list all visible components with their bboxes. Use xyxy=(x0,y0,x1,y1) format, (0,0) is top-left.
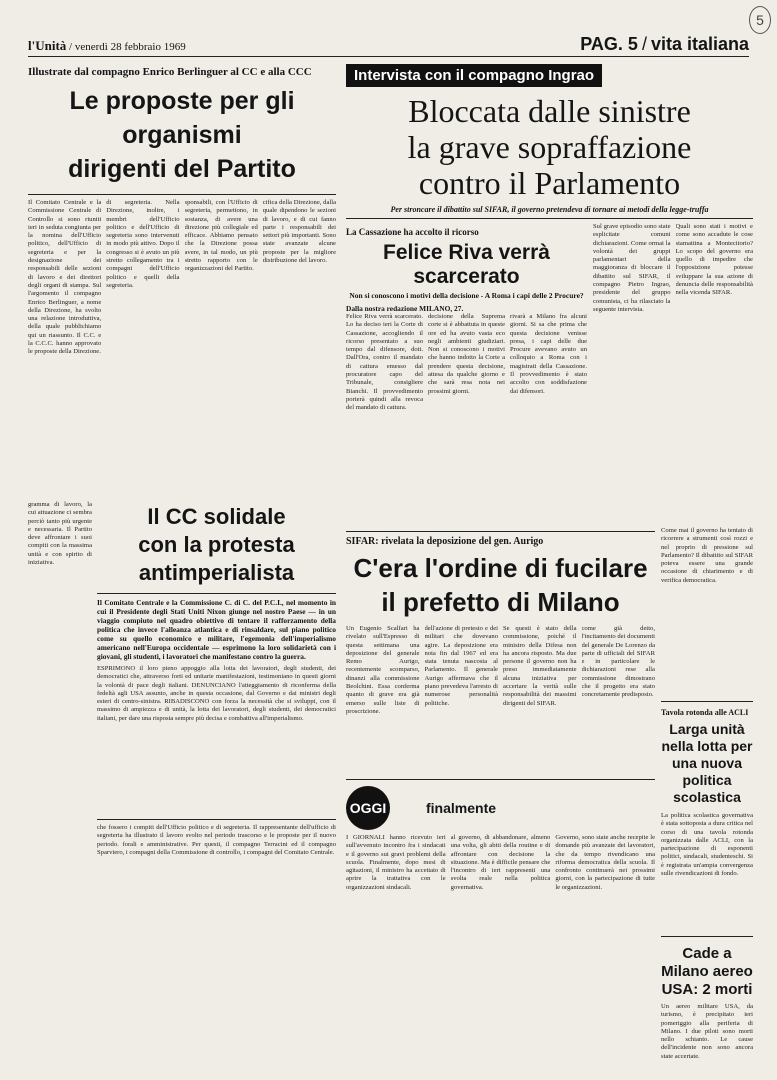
riva-column-2 xyxy=(428,313,505,513)
ingrao-column-1-text: Sul grave episodio sono state esplicitate comuni dichiarazioni. Come ormai la volontà dei gruppi parlamentari della maggioranza di bloccare il dibattito sul SIFAR, il compagno Pietro Ingrao, presidente del gruppo comunista, ci ha rilasciato la seguente intervista. xyxy=(593,223,671,313)
ingrao-interview-body xyxy=(593,223,753,523)
handwritten-page-mark: 5 xyxy=(749,6,771,34)
divider xyxy=(346,218,753,219)
cc-tail xyxy=(97,824,336,1024)
riva-column-3-text: rivarà a Milano fra alcuni giorni. Si sa che prima che questa decisione venisse presa, i capi delle due Procure avevano avuto un colloquio a Roma con i magistrati della Cassazione. Il provvedimento è stato accolto con soddisfazione dai difensori. xyxy=(510,313,587,395)
organismi-headline-line2: dirigenti del Partito xyxy=(68,155,296,183)
section-name: vita italiana xyxy=(650,34,749,54)
ingrao-banner: Intervista con il compagno Ingrao xyxy=(346,64,602,87)
masthead: l'Unità xyxy=(28,38,67,53)
organismi-column-4-text: cifica della Direzione, dalla quale dipendono le sezioni di lavoro, e di cui fanno parte i responsabili dei settori più importanti. Sono state avanzate alcune proposte per la migliore distribuzione del lavoro. xyxy=(262,199,336,265)
sifar-article xyxy=(346,527,655,1047)
page-number: PAG. 5 xyxy=(580,34,638,54)
tavola-headline: Larga unità nella lotta per una nuova politica scolastica xyxy=(661,721,753,805)
riva-headline: Felice Riva verrà scarcerato xyxy=(383,241,550,288)
riva-article xyxy=(346,223,587,523)
left-section xyxy=(28,62,336,1072)
sifar-column-3 xyxy=(503,625,577,775)
ingrao-headline-line3: contro il Parlamento xyxy=(418,165,681,201)
milan-body-text: Un aereo militare USA, da turismo, è precipitato ieri pomeriggio alla periferia di Milano. I due piloti sono morti nello schianto. Le cause dell'incidente non sono ancora state accertate. xyxy=(661,1003,753,1060)
cc-tail-text: che fossero i compiti dell'Ufficio politico e di segreteria. Il rappresentante dell'ufficio di segreteria ha illustrato il lavoro svolto nel periodo trascorso e le proposte per il nuovo periodo. forali e amministrative. Per questi, il compagno Terracini ed il compagno Sparviero, i compagni della Commissione di controllo, i compagni del Comitato Centrale. xyxy=(97,824,336,856)
divider xyxy=(346,531,655,532)
ingrao-subline: Per stroncare il dibattito sul SIFAR, il governo pretendeva di tornare ai metodi della legge-truffa xyxy=(390,205,709,214)
organismi-headline-line1: Le proposte per gli organismi xyxy=(69,87,295,149)
oggi-column-2 xyxy=(451,834,551,1034)
sifar-column-4-text: come già detto, l'incitamento dei documenti del generale De Lorenzo da parte di ufficiali del SIFAR e in particolare le dichiarazioni rese alla commissione dimostrano che il progetto era stato concretamente predisposto. xyxy=(581,625,655,699)
section-separator: / xyxy=(641,34,647,54)
header-left xyxy=(28,38,186,54)
riva-column-1-text: Felice Riva verrà scarcerato. Lo ha deciso ieri la Corte di Cassazione, accogliendo il ricorso presentato a suo tempo dal difensore, dott. Dall'Ora, contro il mandato di cattura emesso dal procuratore capo del Tribunale, consigliere Bianchi. Il provvedimento porterà quindi alla revoca del mandato di cattura. xyxy=(346,313,423,412)
organismi-column-2-text: di segreteria. Nella Direzione, inoltre, i membri dell'Ufficio politico e dell'Ufficio di segreteria sono intervenuti in modo più attivo. Dopo il congresso si è avuto un più stretto collegamento tra i compagni dell'Ufficio politico e quelli della segreteria. xyxy=(106,199,180,289)
sifar-headline xyxy=(346,551,655,619)
riva-byline: Dalla nostra redazione MILANO, 27. xyxy=(346,304,464,313)
oggi-column-1 xyxy=(346,834,446,1034)
page-header xyxy=(28,34,749,57)
cc-headline-line1: Il CC solidale xyxy=(147,504,286,529)
sifar-column-1-text: Un Eugenio Scalfari ha rivelato sull'Espresso di questa settimana una deposizione del generale Remo Aurigo, recentemente scomparso, dinanzi alla commissione Beolchini. Essa conferma quanto di grave era già emerso sulle liste di proscrizione. xyxy=(346,625,420,715)
header-right xyxy=(580,34,749,55)
oggi-header xyxy=(346,786,655,830)
cc-body xyxy=(97,665,336,815)
divider xyxy=(28,194,336,195)
oggi-headline: finalmente xyxy=(426,800,497,816)
oggi-badge: OGGI xyxy=(346,786,390,830)
ingrao-column-2 xyxy=(676,223,754,523)
oggi-column-1-text: I GIORNALI hanno ricevuto ieri sull'avvenuto incontro fra i sindacati e il governo sui gravi problemi della scuola. Finalmente, dopo mesi di agitazioni, il ministro ha accettato di aprire la trattativa con le organizzazioni sindacali. xyxy=(346,834,446,891)
riva-body xyxy=(346,313,587,513)
divider xyxy=(661,701,753,702)
cc-side-text: gramma di lavoro, la cui attuazione ci sembra perciò tanto più urgente e necessaria. Il Partito deve affrontare i suoi compiti con la massima unità e con spirito di iniziativa. xyxy=(28,501,92,567)
ingrao-headline-line2: la grave sopraffazione xyxy=(407,129,692,165)
oggi-column-3-text: Governo, sono state anche recepite le domande più avanzate dei lavoratori, che da tempo rivendicano una riforma democratica della scuola. Il confronto continuerà nei prossimi giorni, con la partecipazione di tutte le organizzazioni. xyxy=(555,834,655,891)
organismi-column-1-text: Il Comitato Centrale e la Commissione Centrale di Controllo si sono riuniti ieri in seduta congiunta per la nomina dell'Ufficio politico, dell'Ufficio di segreteria e per la designazione dei responsabili delle sezioni di lavoro e dei direttori degli organi di stampa. Sul l'argomento il compagno Enrico Berlinguer, a nome della Direzione, ha svolto una relazione introduttiva, della quale pubblichiamo qui un riassunto. Il C.C. e la C.C.C. hanno approvato le proposte della Direzione. xyxy=(28,199,102,356)
sifar-label: SIFAR: rivelata la deposizione del gen. Aurigo xyxy=(346,536,544,547)
divider xyxy=(97,819,336,820)
riva-and-ingrao-row xyxy=(346,223,753,523)
header-date: venerdì 28 febbraio 1969 xyxy=(74,41,186,53)
ingrao-column-3-text: Come mai il governo ha tentato di ricorrere a strumenti così rozzi e nel proprio di pressione sul Parlamento? Il dibattito sul SIFAR poteva essere una grande occasione di chiarimento e di verifica democratica. xyxy=(661,527,753,584)
cc-solidale-article xyxy=(28,501,336,1061)
riva-column-2-text: decisione della Suprema corte si è abbattuta in queste ore ed ha avuto vasta eco negli ambienti giudiziari. Non si conoscono i motivi che hanno indotto la Corte a prendere questa decisione, attesa da qualche giorno e che sarà resa nota nei prossimi giorni. xyxy=(428,313,505,395)
sifar-column-4 xyxy=(582,625,656,775)
milan-body xyxy=(661,1003,753,1072)
oggi-body xyxy=(346,834,655,1034)
cc-headline-line2: con la protesta xyxy=(138,532,295,557)
sifar-column-1 xyxy=(346,625,420,775)
sifar-column-2 xyxy=(425,625,499,775)
ingrao-headline xyxy=(346,93,753,201)
ingrao-column-1 xyxy=(593,223,671,523)
riva-column-3 xyxy=(510,313,587,513)
cc-headline-line3: antimperialista xyxy=(138,560,295,585)
riva-column-1 xyxy=(346,313,423,513)
cassazione-label: La Cassazione ha accolto il ricorso xyxy=(346,227,479,237)
riva-subline: Non si conoscono i motivi della decisione - A Roma i capi delle 2 Procure? xyxy=(349,291,584,300)
cc-lead: Il Comitato Centrale e la Commissione C. di C. del P.C.I., nel momento in cui il Presidente degli Stati Uniti Nixon giunge nel nostro Paese — in un viaggio compiuto nel quadro obiettivo di tentare il rafforzamento della politica che invece l'alleanza atlantica e di rinsaldare, sul piano politico come su quello economico e militare, l'egemonia dell'imperialismo americano nell'Europa occidentale — esprimono la loro solidarietà con i giovani, gli studenti, i lavoratori che manifestano contro la guerra. xyxy=(97,598,336,661)
cc-headline xyxy=(97,503,336,587)
divider xyxy=(346,779,655,780)
ingrao-column-3 xyxy=(661,527,753,697)
divider xyxy=(97,593,336,594)
organismi-column-2 xyxy=(106,199,179,495)
organismi-body xyxy=(28,199,336,495)
organismi-headline xyxy=(28,84,336,186)
organismi-column-1 xyxy=(28,199,101,495)
sifar-headline-line1: C'era l'ordine di fucilare xyxy=(353,553,648,583)
organismi-column-3-text: sponsabili, con l'Ufficio di segreteria, permettono, in sostanza, di avere una direzione più collegiale ed efficace. Abbiamo pensato che la Direzione possa avere, in tal modo, un più stretto rapporto con le organizzazioni del Partito. xyxy=(184,199,258,273)
organismi-column-3 xyxy=(185,199,258,495)
cc-body-text: ESPRIMONO il loro pieno appoggio alla lotta dei lavoratori, degli studenti, dei democratici che, attraverso forti ed unitarie manifestazioni, testimoniano in questi giorni la volontà di pace degli italiani. DENUNCIANO l'atteggiamento di riconferma della fedeltà agli USA assunto, anche in questa occasione, dal Governo e dai ministri degli esteri di centro-sinistra. RIBADISCONO con forza la necessità che si sviluppi, con il massimo di ampiezza e di unità, la lotta dei lavoratori, degli studenti, dei democratici italiani, per dare una risposta sempre più decisa e combattiva all'imperialismo. xyxy=(97,665,336,722)
tavola-label: Tavola rotonda alle ACLI xyxy=(661,708,749,717)
lower-right-row xyxy=(346,527,753,1060)
organismi-column-4 xyxy=(263,199,336,495)
oggi-column-3 xyxy=(555,834,655,1034)
ingrao-headline-line1: Bloccata dalle sinistre xyxy=(408,93,691,129)
berlinguer-kicker: Illustrate dal compagno Enrico Berlinguer al CC e alla CCC xyxy=(28,66,312,78)
cc-side-column xyxy=(28,501,92,1061)
sifar-column-3-text: Se questi è stato della commissione, poiché il ministro della Difesa non ha ancora risposto. Ma due persone il governo non ha preso immediatamente alcuna iniziativa per accertare la verità sulle responsabilità dei massimi dirigenti del SIFAR. xyxy=(503,625,577,707)
sifar-headline-line2: il prefetto di Milano xyxy=(381,587,620,617)
sifar-column-2-text: dell'azione di pretesto e dei militari che dovevano agire. La deposizione era nota fin dal 1967 ed era stata tenuta nascosta al Parlamento. Il generale Aurigo affermava che il piano prevedeva l'arresto di numerose personalità politiche. xyxy=(424,625,498,707)
divider xyxy=(661,936,753,937)
right-sidebar xyxy=(661,527,753,1060)
tavola-body-text: La politica scolastica governativa è stata sottoposta a dura critica nel corso di una tavola rotonda organizzata dalle ACLI, con la partecipazione di esponenti politici, sindacali, studenteschi. Si è registrata un'ampia convergenza sulle rivendicazioni di fondo. xyxy=(661,812,753,878)
sifar-body xyxy=(346,625,655,775)
oggi-column-2-text: al governo, di abbandonare, almeno una volta, gli abiti della routine e di affrontare con decisione la situazione. Ma è difficile pensare che l'incontro di ieri rappresenti una svolta reale nella politica governativa. xyxy=(450,834,551,891)
milan-headline: Cade a Milano aereo USA: 2 morti xyxy=(661,945,753,998)
cc-main-column xyxy=(97,501,336,1061)
right-section xyxy=(346,62,753,1072)
ingrao-column-2-text: Quali sono stati i motivi e come sono accadute le cose stamattina a Montecitorio? Lo scopo del governo era quello di impedire che l'opposizione potesse sviluppare la sua azione di denuncia delle responsabilità nella vicenda SIFAR. xyxy=(675,223,753,297)
header-separator: / xyxy=(69,41,75,53)
tavola-body xyxy=(661,812,753,932)
